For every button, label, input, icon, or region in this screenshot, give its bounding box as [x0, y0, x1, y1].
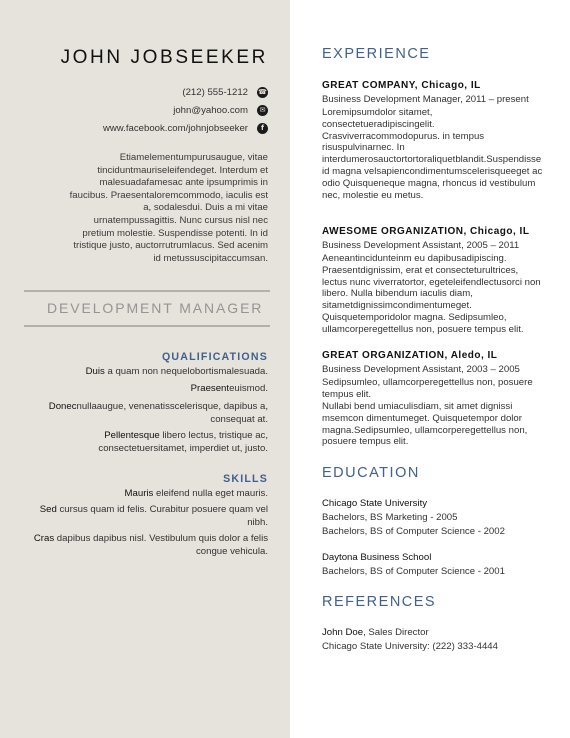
job-company: GREAT COMPANY, Chicago, IL: [322, 80, 481, 91]
job-role: Business Development Manager, 2011 – present: [322, 94, 529, 105]
qualification-lead: Duis: [85, 366, 105, 377]
job-description: Loremipsumdolor sitamet, consectetueradipiscingelit. Crasviverracommodopurus. in tempus risuspulvinarnec. In interdumerosauctortortoraliquetblandit.Suspendisse id magna velsapiencondimentumscelerisqueeget ac odio Quisqueneque magna, rhoncus id vestibulum nec, molestie eu metus.: [322, 107, 543, 201]
degree-line: Bachelors, BS Marketing - 2005: [322, 512, 458, 523]
qualification-item: Pellentesque libero lectus, tristique ac, consectetuersitamet, imperdiet ut, justo.: [98, 430, 268, 454]
email-text[interactable]: john@yahoo.com: [173, 104, 248, 116]
website-text[interactable]: www.facebook.com/johnjobseeker: [102, 122, 248, 134]
qualification-item: Duis a quam non nequelobortismalesuada.: [85, 366, 268, 377]
email-icon: ✉: [257, 105, 268, 116]
qualification-item: Donecnullaaugue, venenatisscelerisque, dapibus a, consequat at.: [48, 401, 268, 425]
qualification-item: Praesenteuismod.: [190, 383, 268, 394]
phone-row: [182, 85, 268, 99]
phone-icon: ☎: [258, 87, 267, 96]
role-title: DEVELOPMENT MANAGER: [47, 300, 264, 316]
skill-item: Mauris eleifend nulla eget mauris.: [124, 488, 268, 499]
job-company: GREAT ORGANIZATION, Aledo, IL: [322, 350, 498, 361]
reference-name-row: [322, 627, 429, 638]
qualification-lead: Pellentesque: [104, 430, 160, 441]
skill-lead: Cras: [33, 533, 55, 544]
skill-lead: Sed: [39, 504, 57, 515]
reference-title: , Sales Director: [363, 627, 429, 638]
skill-lead: Mauris: [124, 488, 154, 499]
qualifications-heading: QUALIFICATIONS: [161, 351, 268, 363]
summary-paragraph: Etiamelementumpurusaugue, vitae tinciduntmauriseleifendeget. Interdum et malesuadafamesac ante ipsumprimis in faucibus. Praesentaloremcommodo, iaculis est a, sodalesdui. Duis a mi vitae urnatempussagittis. Nunc cursus nisl nec pretium molestie. Suspendisse potenti. In id tristique justo, auctorrutrumlacus. Sed acenim id metussuscipitaccumsan.: [69, 152, 268, 264]
job-role: Business Development Assistant, 2003 – 2005: [322, 364, 520, 375]
facebook-icon: f: [257, 123, 268, 134]
job-role: Business Development Assistant, 2005 – 2011: [322, 240, 520, 251]
job-description-continued: Nullabi bend umiaculisdiam, sit amet dignissi msemcon dimentumeget. Quisquetempor dolor magna.Sedipsumleo, ullamcorperegettellus non, posuere tempus elit.: [322, 401, 528, 448]
job-company: AWESOME ORGANIZATION, Chicago, IL: [322, 226, 530, 237]
website-row: [103, 121, 268, 135]
school-name: Daytona Business School: [322, 552, 432, 563]
experience-heading: EXPERIENCE: [322, 46, 431, 62]
divider-top: [24, 290, 270, 292]
email-row: [173, 103, 268, 117]
school-name: Chicago State University: [322, 498, 428, 509]
skill-item: Sed cursus quam id felis. Curabitur posuere quam vel nibh.: [39, 504, 268, 528]
skill-item: Cras dapibus dapibus nisl. Vestibulum quis dolor a felis congue vehicula.: [33, 533, 268, 557]
reference-name: John Doe: [322, 627, 364, 638]
references-heading: REFERENCES: [322, 594, 437, 610]
phone-text: (212) 555-1212: [182, 86, 248, 98]
education-heading: EDUCATION: [322, 465, 420, 481]
degree-line: Bachelors, BS of Computer Science - 2001: [322, 566, 505, 577]
qualification-lead: Donec: [48, 401, 77, 412]
degree-line: Bachelors, BS of Computer Science - 2002: [322, 526, 505, 537]
divider-bottom: [24, 325, 270, 327]
candidate-name: JOHN JOBSEEKER: [60, 47, 268, 68]
qualification-lead: Praesent: [190, 383, 230, 394]
job-description: Sedipsumleo, ullamcorperegettellus non, posuere tempus elit.: [322, 377, 533, 400]
skills-heading: SKILLS: [223, 473, 268, 485]
reference-contact: Chicago State University: (222) 333-4444: [322, 641, 498, 652]
job-description: Aeneantincidunteinm eu dapibusadipiscing. Praesentdignissim, erat et consecteturultrices, lectus nunc viverratortor, egeteleifendlectusorci non libero. Nulla bibendum iaculis diam, sitametdignissimcondimentumeget. Quisquetemporidolor magna. Sedipsumleo, ullamcorperegettellus non, posuere tempus elit.: [322, 253, 541, 335]
